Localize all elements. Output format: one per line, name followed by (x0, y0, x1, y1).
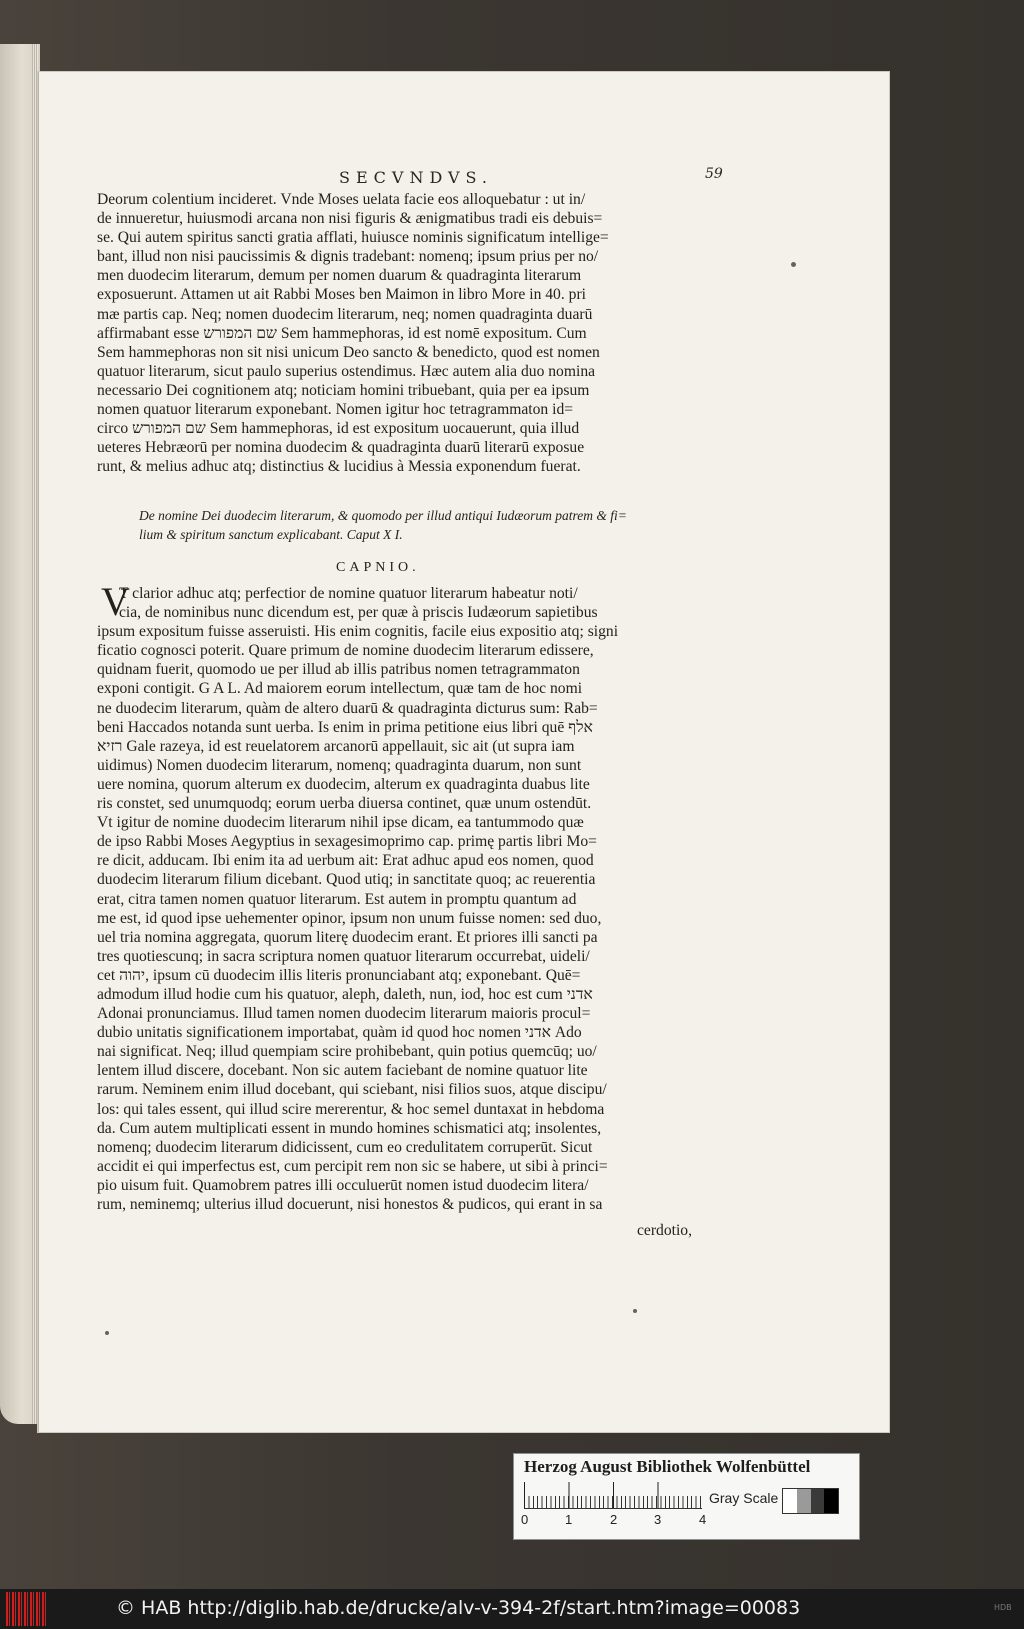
text-line: bant, illud non nisi paucissimis & dignis tradebant: nomenq; ipsum prius per no/ (97, 248, 599, 266)
text-line: mæ partis cap. Neq; nomen duodecim literarum, neq; nomen quadraginta duarū (97, 305, 593, 323)
text-line: accidit ei qui imperfectus est, cum percipit rem non sic se habere, ut sibi à princi= (97, 1157, 608, 1175)
text-line: runt, & melius adhuc atq; distinctius & lucidius à Messia exponendum fuerat. (97, 458, 581, 476)
text-line: men duodecim literarum, demum per nomen duarum & quadraginta literarum (97, 267, 582, 285)
gray-swatch (783, 1489, 797, 1513)
text-line: se. Qui autem spiritus sancti gratia afflati, huiusce nominis significatum intellige= (97, 229, 609, 247)
text-line: los: qui tales essent, qui illud scire mererentur, & hoc semel duntaxat in hebdoma (97, 1100, 605, 1118)
text-block-2 (97, 579, 747, 1214)
previous-page-edge (0, 44, 40, 1424)
running-head: SECVNDVS. (339, 168, 494, 187)
text-line: re dicit, adducam. Ibi enim ita ad uerbum ait: Erat adhuc apud eos nomen, quod (97, 852, 594, 870)
scale-number: 2 (610, 1512, 618, 1527)
heading-line: De nomine Dei duodecim literarum, & quomodo per illud antiqui Iudæorum patrem & fi= (139, 508, 627, 523)
text-line: nomenq; duodecim literarum didicissent, cum eo credulitatem corruperūt. Sicut (97, 1138, 593, 1156)
gray-swatch (811, 1489, 825, 1513)
text-line: ipsum expositum fuisse asseruisti. His enim cognitis, facile eius expositio atq; signi (97, 623, 619, 641)
text-line: beni Haccados notanda sunt uerba. Is enim in prima petitione eius libri quē אלף (97, 718, 593, 736)
text-line: da. Cum autem multiplicati essent in mundo homines schismatici atq; insolentes, (97, 1119, 602, 1137)
text-line: nai significat. Neq; illud quempiam scire prohibebant, quin potius quemcūq; uo/ (97, 1043, 597, 1061)
text-line: Sem hammephoras non sit nisi unicum Deo sancto & benedicto, quod est nomen (97, 343, 600, 361)
gray-swatch (824, 1489, 838, 1513)
text-line: Vt igitur de nomine duodecim literarum nihil ipse dicam, ea tantummodo quæ (97, 814, 584, 832)
ink-speck (105, 1331, 109, 1335)
scale-card (513, 1453, 860, 1540)
text-line: pio uisum fuit. Quamobrem patres illi occuluerūt nomen istud duodecim litera/ (97, 1176, 589, 1194)
text-line: quatuor literarum, sicut paulo superius ostendimus. Hæc autem alia duo nomina (97, 362, 596, 380)
ruler-major-ticks (524, 1482, 702, 1508)
text-line: admodum illud hodie cum his quatuor, aleph, daleth, nun, iod, hoc est cum אדני (97, 985, 593, 1003)
text-line: ficatio cognosci poterit. Quare primum de nomine duodecim literarum edissere, (97, 642, 594, 660)
text-line: lentem illud discere, docebant. Non sic autem faciebant de nomine quatuor lite (97, 1062, 588, 1080)
text-line: cia, de nominibus nunc dicendum est, per quæ à priscis Iudæorum sapietibus (119, 604, 598, 622)
text-line: Adonai pronunciamus. Illud tamen nomen duodecim literarum maioris procul= (97, 1005, 591, 1023)
text-line: me est, id quod ipse uehementer opinor, ipsum non unum fuisse nomen: sed duo, (97, 909, 602, 927)
text-line: rum, neminemq; ulterius illud docuerunt, nisi honestos & pudicos, qui erant in sa (97, 1196, 603, 1213)
text-line: nomen quatuor literarum exponebant. Nomen igitur hoc tetragrammaton id= (97, 401, 574, 419)
catchword: cerdotio, (637, 1222, 692, 1239)
text-line: רזיא Gale razeya, id est reuelatorem arcanorū appellauit, sic ait (ut supra iam (97, 737, 575, 755)
text-line: affirmabant esse שם המפורש Sem hammephoras, id est nomē expositum. Cum (97, 324, 587, 342)
text-line: de ipso Rabbi Moses Aegyptius in sexagesimoprimo cap. primę partis libri Mo= (97, 833, 597, 851)
text-line: circo שם המפורש Sem hammephoras, id est expositum uocauerunt, quia illud (97, 420, 580, 438)
ink-speck (791, 262, 796, 267)
text-line: ne duodecim literarum, quàm de altero duarū & quadraginta dicturus sum: Rab= (97, 699, 598, 717)
text-line: ris constet, sed unumquodq; eorum uerba diuersa continet, quæ unum ostendūt. (97, 795, 592, 813)
text-line: quidnam fuerit, quomodo ue per illud ab illis patribus nomen tetragrammaton (97, 661, 580, 679)
text-line: exposuerunt. Attamen ut ait Rabbi Moses ben Maimon in libro More in 40. pri (97, 286, 586, 304)
text-line: tres quotiescunq; in sacra scriptura nomen quatuor literarum occurrebat, uideli/ (97, 947, 590, 965)
speaker-label: CAPNIO. (336, 560, 420, 575)
text-line: rarum. Neminem enim illud docebant, qui sciebant, nisi filios suos, atque discipu/ (97, 1081, 607, 1099)
text-line: erat, citra tamen nomen quatuor literarum. Est autem in promptu quantum ad (97, 890, 577, 908)
scale-number: 4 (699, 1512, 707, 1527)
text-line: de innueretur, huiusmodi arcana non nisi figuris & ænigmatibus tradi eis debuis= (97, 210, 603, 228)
heading-line: lium & spiritum sanctum explicabant. Caput X I. (139, 527, 403, 542)
text-line: T clarior adhuc atq; perfectior de nomine quatuor literarum habeatur noti/ (119, 585, 578, 602)
ink-speck (633, 1309, 637, 1313)
gray-swatch (797, 1489, 811, 1513)
library-name: Herzog August Bibliothek Wolfenbüttel (524, 1457, 811, 1476)
hab-logo (6, 1592, 46, 1626)
text-line: exponi contigit. G A L. Ad maiorem eorum intellectum, quæ tam de hoc nomi (97, 680, 583, 698)
text-line: dubio unitatis significationem importabat, quàm id quod hoc nomen אדני Ado (97, 1024, 582, 1042)
gray-scale-swatches (782, 1488, 839, 1514)
book-page (38, 72, 889, 1432)
gray-scale-label: Gray Scale (709, 1490, 779, 1506)
chapter-heading (139, 506, 719, 544)
text-line: uere nomina, quorum alterum ex duodecim, alterum ex quadraginta duabus lite (97, 775, 590, 793)
text-line: cet יהוה, ipsum cū duodecim illis literis pronunciabant atq; exponebant. Quē= (97, 966, 581, 984)
scale-number: 3 (654, 1512, 662, 1527)
footer-copyright-url[interactable]: © HAB http://diglib.hab.de/drucke/alv-v-394-2f/start.htm?image=00083 (116, 1597, 801, 1619)
text-block-1 (97, 190, 747, 476)
text-line: uidimus) Nomen duodecim literarum, nomenq; quadraginta duarum, non sunt (97, 756, 582, 774)
text-line: Deorum colentium incideret. Vnde Moses uelata facie eos alloquebatur : ut in/ (97, 191, 586, 208)
text-line: uel tria nomina aggregata, quorum literę duodecim erant. Et priores illi sancti pa (97, 928, 598, 946)
text-line: necessario Dei cognitionem atq; noticiam homini tribuebant, quia per ea ipsum (97, 381, 590, 399)
initial-letter: V (101, 579, 130, 624)
scale-number: 1 (565, 1512, 573, 1527)
scale-number: 0 (521, 1512, 529, 1527)
text-line: duodecim literarum filium dicebant. Quod utiq; in sanctitate quoq; ac reuerentia (97, 871, 596, 889)
footer-small-mark: HDB (994, 1603, 1012, 1612)
folio-number: 59 (705, 166, 723, 182)
text-line: ueteres Hebræorū per nomina duodecim & quadraginta duarū literarū exposue (97, 439, 585, 457)
